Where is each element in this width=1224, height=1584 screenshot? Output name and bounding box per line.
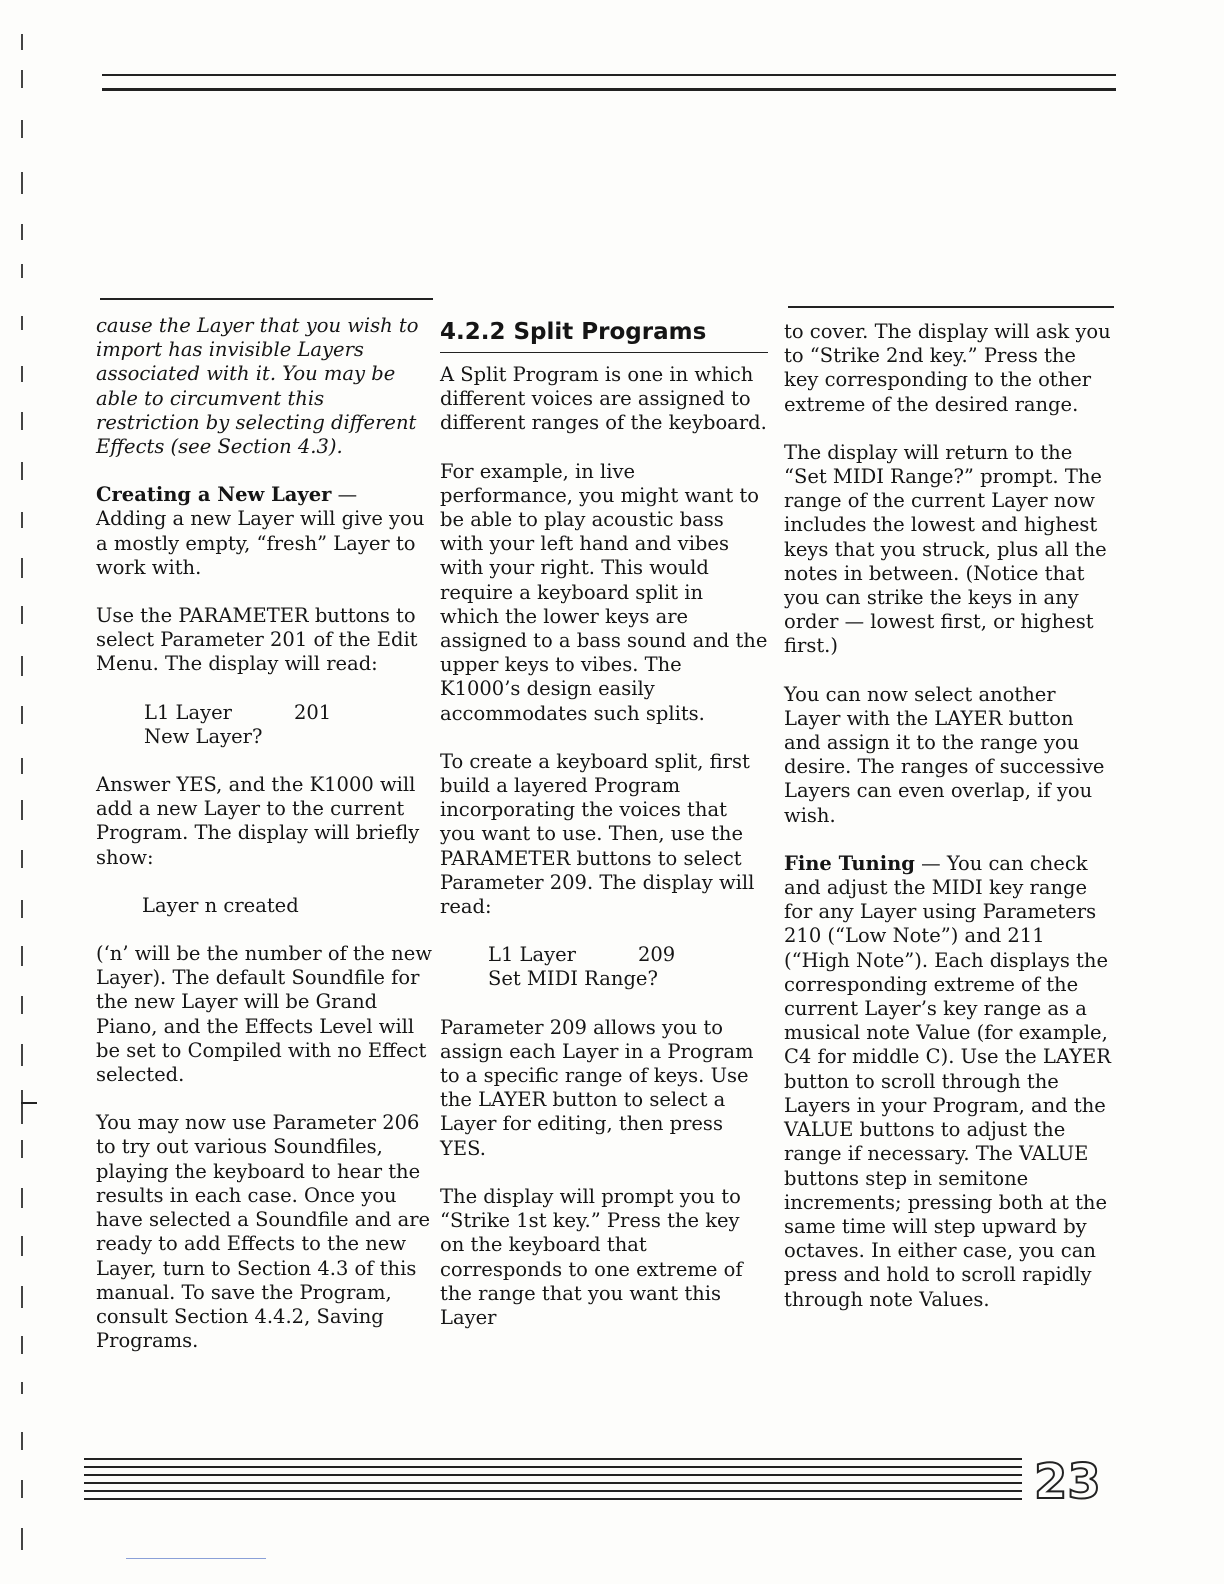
header-rule-bottom	[102, 88, 1116, 91]
binder-mark	[21, 34, 23, 50]
creating-layer-paragraph	[96, 483, 432, 580]
binder-mark	[21, 264, 23, 278]
binder-mark	[21, 606, 23, 624]
binder-mark	[21, 1336, 23, 1354]
binder-mark	[21, 1090, 23, 1124]
binder-mark	[21, 1286, 23, 1308]
content-top-rule-right	[788, 306, 1114, 308]
display-line: L1 Layer 201	[144, 700, 332, 724]
display-line: Set MIDI Range?	[488, 967, 658, 991]
may-now-paragraph: You may now use Parameter 206 to try out various Soundfiles, playing the keyboard to hear the results in each case. Once you have selected a Soundfile and are ready to add Effects to the new Layer, turn to Section 4.3 of this manual. To save the Program, consult Section 4.4.2, Saving Programs.	[96, 1111, 431, 1353]
display-line: New Layer?	[144, 724, 263, 748]
use-parameter-paragraph: Use the PARAMETER buttons to select Parameter 201 of the Edit Menu. The display will read:	[96, 604, 418, 676]
header-rule-top	[102, 74, 1116, 76]
binder-mark	[21, 366, 23, 382]
binder-mark	[21, 758, 23, 774]
strike-second-key-paragraph: to cover. The display will ask you to “Strike 2nd key.” Press the key corresponding to the other extreme of the desired range.	[784, 320, 1111, 416]
binder-mark	[21, 512, 23, 528]
fine-tuning-title: Fine Tuning	[784, 851, 915, 875]
creating-layer-title: Creating a New Layer	[96, 483, 332, 507]
binder-mark	[21, 1236, 23, 1256]
display-line: Layer n created	[142, 893, 299, 917]
binder-mark	[21, 462, 23, 480]
display-line: L1 Layer 209	[488, 943, 676, 967]
binder-mark	[21, 1382, 23, 1394]
binder-mark	[21, 800, 23, 820]
binder-mark	[21, 1528, 23, 1550]
binder-mark	[21, 316, 23, 330]
binder-mark	[21, 70, 23, 88]
display-readout-created	[96, 894, 432, 918]
import-note: cause the Layer that you wish to import has invisible Layers associated with it. You may be able to circumvent this restriction by selecting different Effects (see Section 4.3).	[96, 314, 419, 459]
binder-mark	[21, 706, 23, 724]
column-middle	[440, 318, 768, 1354]
display-return-paragraph: The display will return to the “Set MIDI Range?” prompt. The range of the current Layer now includes the lowest and highest keys that you struck, plus all the notes in between. (Notice that you can strike the keys in any order — lowest first, or highest first.)	[784, 440, 1107, 658]
binder-mark	[21, 850, 23, 868]
binder-mark	[21, 224, 23, 240]
binder-mark	[21, 996, 23, 1014]
layer-n-note: (‘n’ will be the number of the new Layer). The default Soundfile for the new Layer will be Grand Piano, and the Effects Level will be set to Compiled with no Effect selected.	[96, 942, 432, 1087]
binder-mark	[21, 412, 23, 430]
display-readout-201	[96, 701, 432, 749]
binder-mark	[21, 900, 23, 918]
create-split-paragraph: To create a keyboard split, first build a layered Program incorporating the voices that you want to use. Then, use the PARAMETER buttons to select Parameter 209. The display will read:	[440, 749, 755, 919]
footer-rule	[84, 1458, 1022, 1460]
display-readout-209	[440, 943, 768, 991]
fine-tuning-text: — You can check and adjust the MIDI key range for any Layer using Parameters 210 (“Low Note”) and 211 (“High Note”). Each displays the corresponding extreme of the current Layer’s key range as a musical note Value (for example, C4 for middle C). Use the LAYER button to scroll through the Layers in your Program, and the VALUE buttons to adjust the range if necessary. The VALUE buttons step in semitone increments; pressing both at the same time will step upward by octaves. In either case, you can press and hold to scroll rapidly through note Values.	[784, 851, 1111, 1311]
creating-layer-text: — Adding a new Layer will give you a mostly empty, “fresh” Layer to work with.	[96, 483, 425, 579]
content-top-rule-left	[100, 298, 433, 300]
binder-mark	[21, 1044, 23, 1066]
binder-mark	[21, 120, 23, 138]
binder-mark	[21, 1188, 23, 1208]
binder-mark-spur	[21, 1102, 37, 1104]
split-example: For example, in live performance, you might want to be able to play acoustic bass with your left hand and vibes with your right. This would require a keyboard split in which the lower keys are assigned to a bass sound and the upper keys to vibes. The K1000’s design easily accommodates such splits.	[440, 459, 768, 725]
binder-mark	[21, 1432, 23, 1450]
bottom-edge-mark	[126, 1558, 266, 1559]
binder-mark	[21, 946, 23, 966]
footer-rule	[84, 1466, 1022, 1468]
strike-first-key-paragraph: The display will prompt you to “Strike 1st key.” Press the key on the keyboard that corresponds to one extreme of the range that you want this Layer	[440, 1184, 743, 1329]
footer-rule	[84, 1498, 1022, 1500]
parameter-209-paragraph: Parameter 209 allows you to assign each Layer in a Program to a specific range of keys. Use the LAYER button to select a Layer for editing, then press YES.	[440, 1015, 754, 1160]
select-another-layer-paragraph: You can now select another Layer with the LAYER button and assign it to the range you desire. The ranges of successive Layers can even overlap, if you wish.	[784, 682, 1105, 827]
footer-rule	[84, 1474, 1022, 1476]
binder-mark	[21, 172, 23, 194]
column-right	[784, 320, 1114, 1336]
page-number: 23	[1034, 1454, 1101, 1510]
split-intro: A Split Program is one in which different voices are assigned to different ranges of the keyboard.	[440, 363, 767, 435]
answer-yes-paragraph: Answer YES, and the K1000 will add a new Layer to the current Program. The display will briefly show:	[96, 773, 420, 869]
section-heading: 4.2.2 Split Programs	[440, 318, 768, 353]
binder-mark	[21, 656, 23, 676]
binder-mark	[21, 558, 23, 578]
binder-mark	[21, 1140, 23, 1158]
fine-tuning-paragraph	[784, 852, 1114, 1312]
column-left	[96, 314, 432, 1377]
footer-rule	[84, 1490, 1022, 1492]
footer-rule	[84, 1482, 1022, 1484]
binder-mark	[21, 1480, 23, 1498]
